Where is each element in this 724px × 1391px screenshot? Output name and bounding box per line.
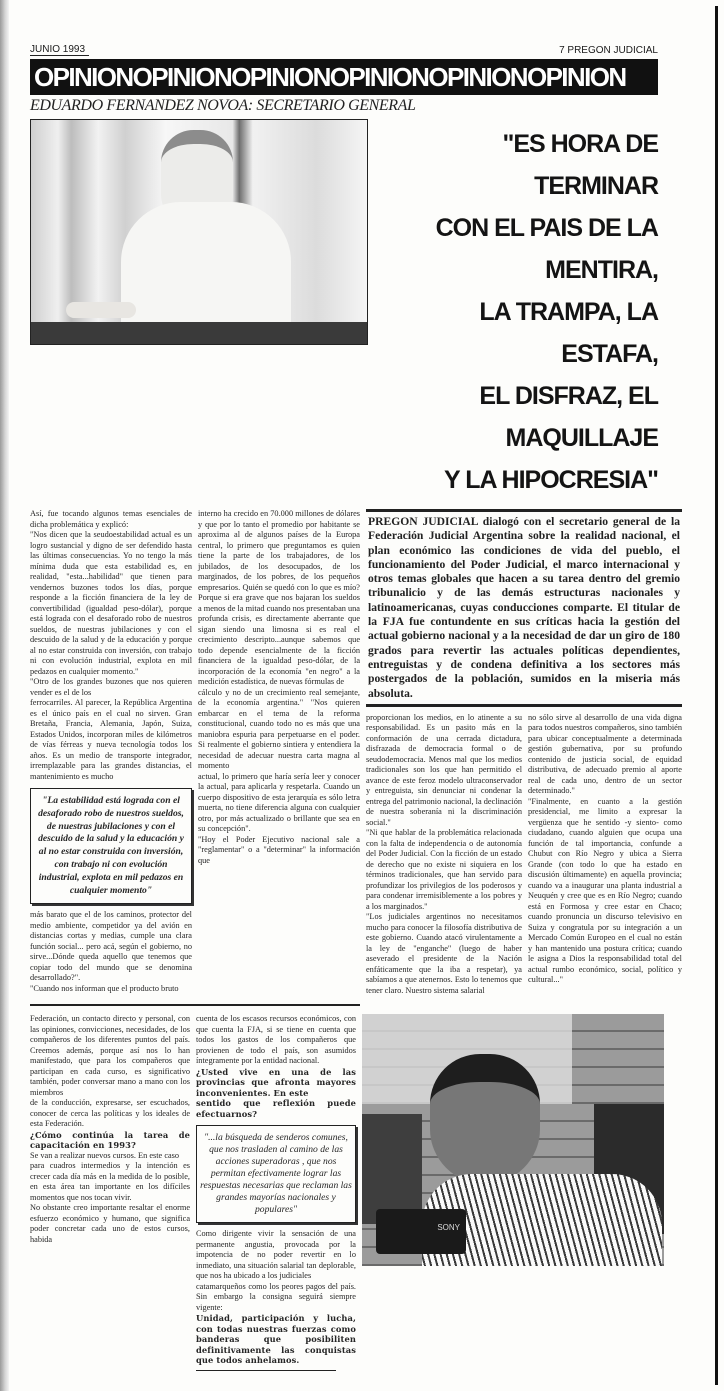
paragraph: "Nos dicen que la seudoestabilidad actual es un logro sustancial y digno de ser defendido hasta las últimas consecuencias. Yo no tengo la más mínima duda que esta estabilidad es, en realidad, "esta...habilidad" que tienen para vendernos buzones todos los días, porque responde a la ficción financiera de la ley de convertibilidad (igualdad peso-dólar), porque está lograda con el desaforado robo de nuestros sueldos, de nuestras jubilaciones y con el descuido de la salud y de la educación y porque al no estar construida con inversión, con trabajo ni con evolución industrial, explota en mil pedazos en cualquier momento." — [30, 530, 192, 676]
headline-line: EL DISFRAZ, EL MAQUILLAJE — [479, 382, 658, 452]
article-column-4 — [528, 713, 682, 997]
article-right-block — [366, 509, 682, 996]
paragraph: "Finalmente, en cuanto a la gestión presidencial, me limito a expresar la vergüenza que he sentido -y siento- como ciudadano, cuando alguien que ocupa una función de tal importancia, confunde a Chubut con Río Negro y ubica a Sierra Grande (con todo lo que ha estado en discusión últimamente) en aquella provincia; cuando va a inaugurar una planta industrial a Neuquén y cree que es en Río Negro; cuando está en Formosa y cree estar en Chaco; cuando pronuncia un discurso televisivo en Suiza y congratula por su integración a un Mercado Común Europeo en el cual no están y han mantenido una postura crítica; cuando le asigna a Dios la responsabilidad total del actual rumbo económico, social, político y cultural..." — [528, 796, 682, 985]
recorder-brand: SONY — [437, 1223, 460, 1233]
closing-statement: Unidad, participación y lucha, con todas nuestras fuerzas como banderas que posibiliten definitivamente las conquistas que todos anhelamos. — [196, 1313, 356, 1366]
paragraph: más barato que el de los caminos, protector del medio ambiente, competidor ya del avión en distancias cortas y medias, cumple una clara función social... pero acá, según el gobierno, no sirve...Dónde queda aquello que tenemos que copiar todo del mundo que se denomina desarrollado?". — [30, 910, 192, 983]
article-column-3 — [366, 713, 522, 997]
photo-figure-hand — [66, 302, 136, 318]
paragraph: "Los judiciales argentinos no necesitamos mucho para conocer la filosofía distributiva de este gobierno. Cuando atacó virulentamente a la ley de "enganche" (luego de haber aseverado el presidente de la Nación enfáticamente que la iba a respetar), ya sabíamos a que atenernos. Esto lo tenemos que tener claro. Nuestro sistema salarial — [366, 912, 522, 995]
photo-shadow — [362, 1114, 422, 1224]
issue-date: JUNIO 1993 — [30, 44, 89, 56]
paragraph: no sólo sirve al desarrollo de una vida digna para todos nuestros compañeros, sino también para ubicar conceptualmente a determinada gestión gubernativa, por su profundo contenido de justicia social, de equidad distributiva, de adecuado premio al aporte real de cada uno, dentro de un sector determinado." — [528, 712, 682, 796]
intro-box — [366, 509, 682, 707]
paragraph: Federación, un contacto directo y personal, con las opiniones, convicciones, necesidades, de los compañeros de los diferentes puntos del país. Creemos además, porque así nos lo han manifestado, que para los compañeros que participan en cada curso, es significativo también, poder conversar mano a mano con los miembros — [30, 1014, 190, 1097]
portrait-photo-interviewee — [30, 119, 368, 345]
tape-recorder-icon — [376, 1209, 466, 1254]
article-bottom-column-1 — [30, 1014, 190, 1371]
photo-interviewee-with-recorder — [362, 1014, 664, 1266]
paragraph: actual, lo primero que haría sería leer y conocer la actual, para aplicarla y respetarla. Cuando un cuerpo dispositivo de esta jerarquía es sólo letra muerta, no tiene diferencia alguna con cualquier otro, por más actualizado o brillante que sea en su concepción". — [198, 771, 360, 833]
pull-quote-paths: "...la búsqueda de senderos comunes, que nos trasladen al camino de las acciones superadoras , que nos permitan efectivamente lograr las respuestas necesarias que reclaman las grandes mayorías nacionales y populares" — [196, 1125, 356, 1223]
photo-desk — [31, 322, 367, 344]
paragraph: Se van a realizar nuevos cursos. En este caso — [30, 1150, 180, 1160]
article-column-1 — [30, 509, 192, 996]
article-bottom-grid — [30, 1014, 684, 1371]
pull-quote-stability: "La estabilidad está lograda con el desaforado robo de nuestros sueldos, de nuestras jubilaciones y con el descuido de la salud y la educación y al no estar construida con inversión, con trabajo ni con evolución industrial, explota en mil pedazos en cualquier momento" — [30, 788, 192, 904]
paragraph: cálculo y no de un crecimiento real semejante, de la economía argentina." "Nos quieren embarcar en el tema de la reforma constitucional, cuando todo no es más que una maniobra espuria para perpetuarse en el poder. Si realmente el gobierno sintiera y entendiera la necesidad de adecuar nuestra carta magna al momento — [198, 687, 360, 770]
section-banner-bar — [30, 59, 658, 95]
paragraph: de la conducción, expresarse, ser escuchados, conocer de cerca las políticas y los ideales de esta Federación. — [30, 1098, 190, 1129]
paragraph: interno ha crecido en 70.000 millones de dólares y que por lo tanto el promedio por habitante se aproxima al de algunos países de la Europa central, lo primero que preguntamos es quien tiene la parte de los trabajadores, de los jubilados, de los desocupados, de los marginados, de los pobres, de los pequeños empresarios. Quién se quedó con lo que es mío? Porque si era grave que nos bajaran los sueldos a menos de la mitad cuando nos presentaban una profunda crisis, es directamente aberrante que sigan siendo una limosna si es real el crecimiento descripto...aunque sabemos que todo depende esencialmente de la ficción financiera de la igualdad peso-dólar, de la incorporación de la economía "en negro" a la medición estadística, de nuevas fórmulas de — [198, 509, 360, 686]
paragraph: "Cuando nos informan que el producto bruto — [30, 983, 179, 993]
headline-quote — [378, 119, 658, 501]
byline: EDUARDO FERNANDEZ NOVOA: SECRETARIO GENERAL — [30, 97, 416, 114]
paragraph: Así, fue tocando algunos temas esenciales de dicha problemática y explicó: — [30, 509, 192, 529]
section-banner: OPINIONOPINIONOPINIONOPINIONOPINIONOPINION — [34, 62, 626, 92]
paragraph: "Hoy el Poder Ejecutivo nacional sale a "reglamentar" o a "determinar" la información que — [198, 834, 360, 865]
headline-line: CON EL PAIS DE LA MENTIRA, — [435, 214, 658, 284]
headline-line: "ES HORA DE TERMINAR — [502, 130, 658, 200]
paragraph: "Ni que hablar de la problemática relacionada con la falta de independencia o de autonomía del Poder Judicial. Con la ficción de un estado de derecho que no existe ni siquiera en los términos tradicionales, que han servido para profundizar los privilegios de los poderosos y para condenar irremisiblemente a los pobres y a los marginados." — [366, 828, 522, 911]
paragraph: proporcionan los medios, en lo atinente a su responsabilidad. Es un pasito más en la conformación de una cerrada dictadura, disfrazada de democracia formal o de seudodemocracia. Menos mal que los medios tradicionales son los que han permitido el avance de este feroz modelo ultraconservador y entreguista, sin denunciar ni condenar la entrega del patrimonio nacional, la declinación de nuestra soberanía ni la discriminación social." — [366, 712, 522, 827]
article-right-columns — [366, 713, 682, 997]
paragraph: cuenta de los escasos recursos económicos, con que cuenta la FJA, si se tiene en cuenta que todos los gastos de los compañeros que provienen de todo el país, son asumidos íntegramente por la entidad nacional. — [196, 1014, 356, 1066]
interview-question: ¿Usted vive en una de las provincias que afronta mayores inconvenientes. En este — [196, 1066, 356, 1098]
article-column-2 — [198, 509, 360, 996]
headline-line: Y LA HIPOCRESIA" — [444, 466, 658, 494]
page-folio: 7 PREGON JUDICIAL — [559, 45, 658, 56]
paragraph: ferrocarriles. Al parecer, la República Argentina es el único país en el cual no sirven. Gran Bretaña, Francia, Alemania, Japón, Suiza, Estados Unidos, incorporan miles de kilómetros de vías férreas y nueva tecnología todos los años. Es un medio de transporte integrador, irremplazable para las grandes distancias, el mantenimiento es mucho — [30, 698, 192, 781]
paragraph: catamarqueños como los peores pagos del país. Sin embargo la consigna seguirá siempre vigente: — [196, 1281, 356, 1312]
section-divider — [30, 1004, 360, 1006]
header-strip — [30, 44, 658, 56]
article-top-grid — [30, 509, 684, 996]
interview-question: ¿Cómo continúa la tarea de capacitación en 1993? — [30, 1129, 190, 1151]
article-end-rule — [196, 1370, 336, 1371]
paragraph: Como dirigente vivir la sensación de una permanente angustia, provocada por la impotencia de no poder revertir en lo inmediato, una situación salarial tan deplorable, que nos ha ubicado a los judiciales — [196, 1229, 356, 1281]
intro-lede: PREGON JUDICIAL dialogó con el secretario general de la Federación Judicial Argentina sobre la realidad nacional, el plan económico las condiciones de vida del pueblo, el funcionamiento del Poder Judicial, el marco internacional y otros temas globales que hacen a su tarea dentro del gremio tribunalicio y de las demás estructuras nacionales y latinoamericanas, cuyas conducciones comparte. El titular de la FJA fue contundente en sus críticas hacia la gestión del actual gobierno nacional y a la necesidad de dar un giro de 180 grados para revertir las actuales políticas dependientes, entreguistas y de condena definitiva a los sectores más postergados de la población, sumidos en la miseria más absoluta. — [368, 515, 680, 700]
headline-line: LA TRAMPA, LA ESTAFA, — [479, 298, 658, 368]
photo-figure-head — [430, 1054, 540, 1184]
paragraph: para cuadros intermedios y la intención es crecer cada día más en la medida de lo posible, en esta área tan importante en los difíciles momentos que nos tocan vivir. — [30, 1161, 190, 1202]
article-bottom-column-2 — [196, 1014, 356, 1371]
paragraph: No obstante creo importante resaltar el enorme esfuerzo económico y humano, que significa poder concretar cada uno de estos cursos, habida — [30, 1203, 190, 1244]
paragraph: "Otro de los grandes buzones que nos quieren vender es el de los — [30, 677, 192, 697]
interview-question-continued: sentido que reflexión puede efectuarnos? — [196, 1098, 356, 1119]
hero-row — [30, 119, 658, 501]
